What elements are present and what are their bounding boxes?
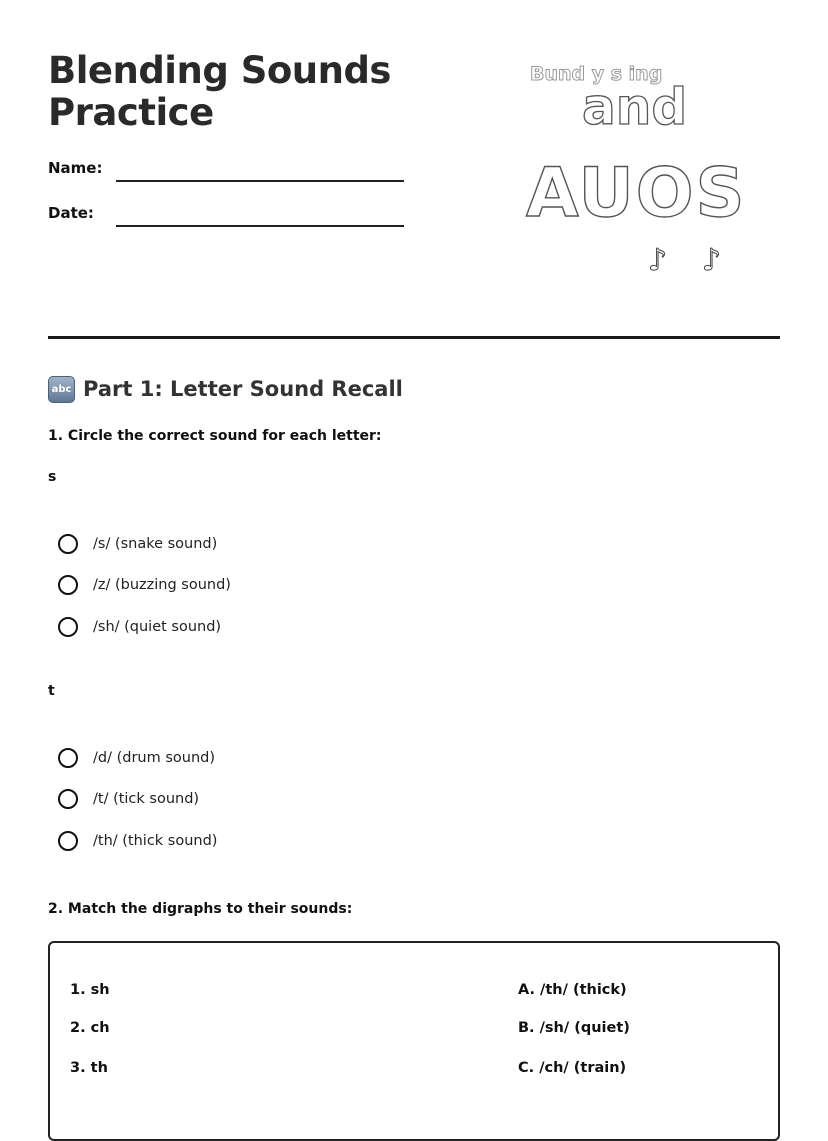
sound-item[interactable]: B. /sh/ (quiet) (518, 1020, 630, 1036)
option-s-3[interactable] (58, 615, 221, 639)
sound-item[interactable]: A. /th/ (thick) (518, 982, 627, 998)
option-label: /sh/ (quiet sound) (93, 619, 222, 635)
question-1-prompt: 1. Circle the correct sound for each letter: (48, 428, 382, 444)
radio-button[interactable] (58, 617, 78, 637)
option-label: /d/ (drum sound) (93, 750, 215, 766)
logo-big-text: AUOS (526, 154, 747, 233)
option-t-3[interactable] (58, 829, 217, 853)
part1-title: Part 1: Letter Sound Recall (83, 377, 403, 401)
part1-header (48, 374, 403, 404)
radio-button[interactable] (58, 575, 78, 595)
matching-box (48, 941, 780, 1141)
music-note-icon: ♪ (648, 243, 668, 278)
digraph-item[interactable]: 3. th (70, 1060, 108, 1076)
radio-button[interactable] (58, 534, 78, 554)
title-line-1: Blending Sounds (48, 49, 391, 92)
letter-t: t (48, 683, 55, 699)
option-label: /s/ (snake sound) (93, 536, 218, 552)
radio-button[interactable] (58, 748, 78, 768)
abc-icon: abc (48, 376, 75, 403)
option-label: /th/ (thick sound) (93, 833, 218, 849)
option-s-1[interactable] (58, 532, 217, 556)
radio-button[interactable] (58, 831, 78, 851)
digraph-item[interactable]: 1. sh (70, 982, 110, 998)
date-field-line[interactable] (116, 225, 404, 227)
section-divider (48, 336, 780, 339)
logo-small-text: Bund y s ing (530, 63, 663, 85)
option-label: /t/ (tick sound) (93, 791, 200, 807)
sound-item[interactable]: C. /ch/ (train) (518, 1060, 627, 1076)
option-s-2[interactable] (58, 573, 231, 597)
title-line-2: Practice (48, 91, 214, 134)
option-t-2[interactable] (58, 787, 199, 811)
name-label: Name: (48, 159, 103, 177)
question-2-prompt: 2. Match the digraphs to their sounds: (48, 901, 353, 917)
music-note-icon: ♪ (702, 243, 722, 278)
option-t-1[interactable] (58, 746, 215, 770)
name-field-line[interactable] (116, 180, 404, 182)
letter-s: s (48, 469, 57, 485)
page-title (48, 50, 468, 134)
radio-button[interactable] (58, 789, 78, 809)
logo-mid-text: and (582, 78, 688, 136)
digraph-item[interactable]: 2. ch (70, 1020, 110, 1036)
option-label: /z/ (buzzing sound) (93, 577, 231, 593)
date-label: Date: (48, 204, 94, 222)
worksheet-logo (520, 56, 760, 286)
